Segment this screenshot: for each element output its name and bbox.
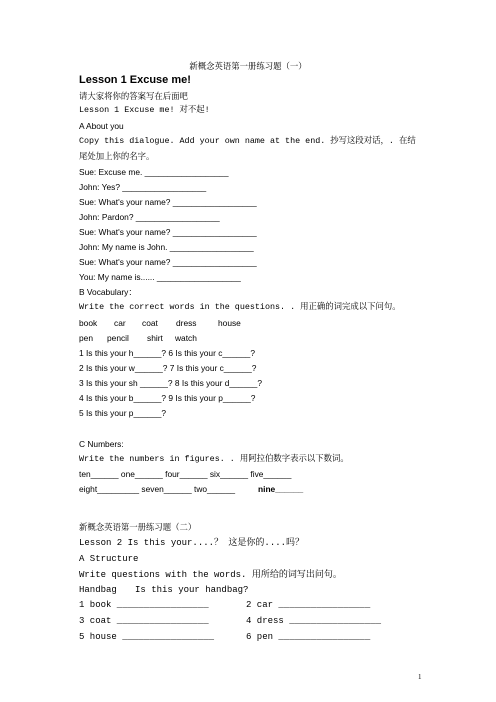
vocab-word: pencil bbox=[107, 333, 129, 343]
sectionA-instruction: Copy this dialogue. Add your own name at the end. 抄写这段对话，. 在结 bbox=[79, 136, 416, 146]
lesson2-heading: Lesson 2 Is this your....？ 这是你的....吗？ bbox=[79, 538, 305, 548]
numbers-row-last: nine______ bbox=[258, 484, 304, 494]
vocab-question: 1 Is this your h______? 6 Is this your c______? bbox=[79, 348, 255, 358]
numbers-row: eight_________ seven______ two______ bbox=[79, 484, 236, 494]
lesson1-subtitle: Lesson 1 Excuse me! 对不起! bbox=[79, 105, 210, 115]
dialogue-line: John: Yes? __________________ bbox=[79, 182, 207, 192]
vocab-word: shirt bbox=[147, 333, 163, 343]
lesson2-structure: A Structure bbox=[79, 554, 139, 564]
vocab-word: coat bbox=[142, 318, 158, 328]
vocab-word: watch bbox=[175, 333, 197, 343]
sectionB-instruction: Write the correct words in the questions. . 用正确的词完成以下问句。 bbox=[79, 302, 401, 312]
lesson1-heading: Lesson 1 Excuse me! bbox=[79, 74, 191, 86]
exercise-item: 3 coat _________________ bbox=[79, 616, 209, 626]
example-word: Handbag bbox=[79, 585, 117, 595]
sectionA-instruction-cont: 尾处加上你的名字。 bbox=[79, 151, 155, 161]
exercise-item: 4 dress _________________ bbox=[246, 616, 382, 626]
vocab-question: 2 Is this your w______? 7 Is this your c______? bbox=[79, 363, 257, 373]
dialogue-line: Sue: What's your name? __________________ bbox=[79, 257, 257, 267]
doc-title-2: 新概念英语第一册练习题（二） bbox=[79, 522, 197, 532]
exercise-item: 6 pen _________________ bbox=[246, 632, 371, 642]
lesson1-intro: 请大家将你的答案写在后面吧 bbox=[79, 91, 188, 101]
sectionC-title: C Numbers: bbox=[79, 439, 124, 449]
vocab-word: dress bbox=[176, 318, 197, 328]
dialogue-line: John: My name is John. __________________ bbox=[79, 242, 254, 252]
vocab-word: book bbox=[79, 318, 98, 328]
vocab-word: car bbox=[114, 318, 126, 328]
sectionC-instruction: Write the numbers in figures. . 用阿拉伯数字表示以下数词。 bbox=[79, 454, 349, 464]
vocab-question: 3 Is this your sh ______? 8 Is this your d______? bbox=[79, 378, 262, 388]
page-number: 1 bbox=[418, 673, 422, 681]
doc-title-1: 新概念英语第一册练习题（一） bbox=[189, 61, 307, 71]
dialogue-line: Sue: Excuse me. __________________ bbox=[79, 167, 229, 177]
sectionA-title: A About you bbox=[79, 121, 124, 131]
sectionB-title: B Vocabulary： bbox=[79, 287, 137, 297]
dialogue-line: John: Pardon? __________________ bbox=[79, 212, 220, 222]
example-answer: Is this your handbag? bbox=[135, 585, 249, 595]
vocab-word: pen bbox=[79, 333, 93, 343]
dialogue-line: You: My name is...... __________________ bbox=[79, 272, 241, 282]
exercise-item: 2 car _________________ bbox=[246, 600, 371, 610]
numbers-row: ten______ one______ four______ six______ five______ bbox=[79, 469, 292, 479]
vocab-question: 5 Is this your p______? bbox=[79, 408, 167, 418]
exercise-item: 5 house _________________ bbox=[79, 632, 215, 642]
vocab-question: 4 Is this your b______? 9 Is this your p______? bbox=[79, 393, 256, 403]
exercise-item: 1 book _________________ bbox=[79, 600, 209, 610]
vocab-word: house bbox=[218, 318, 241, 328]
lesson2-instruction: Write questions with the words. 用所给的词写出问句。 bbox=[79, 570, 342, 580]
dialogue-line: Sue: What's your name? __________________ bbox=[79, 227, 257, 237]
dialogue-line: Sue: What's your name? __________________ bbox=[79, 197, 257, 207]
